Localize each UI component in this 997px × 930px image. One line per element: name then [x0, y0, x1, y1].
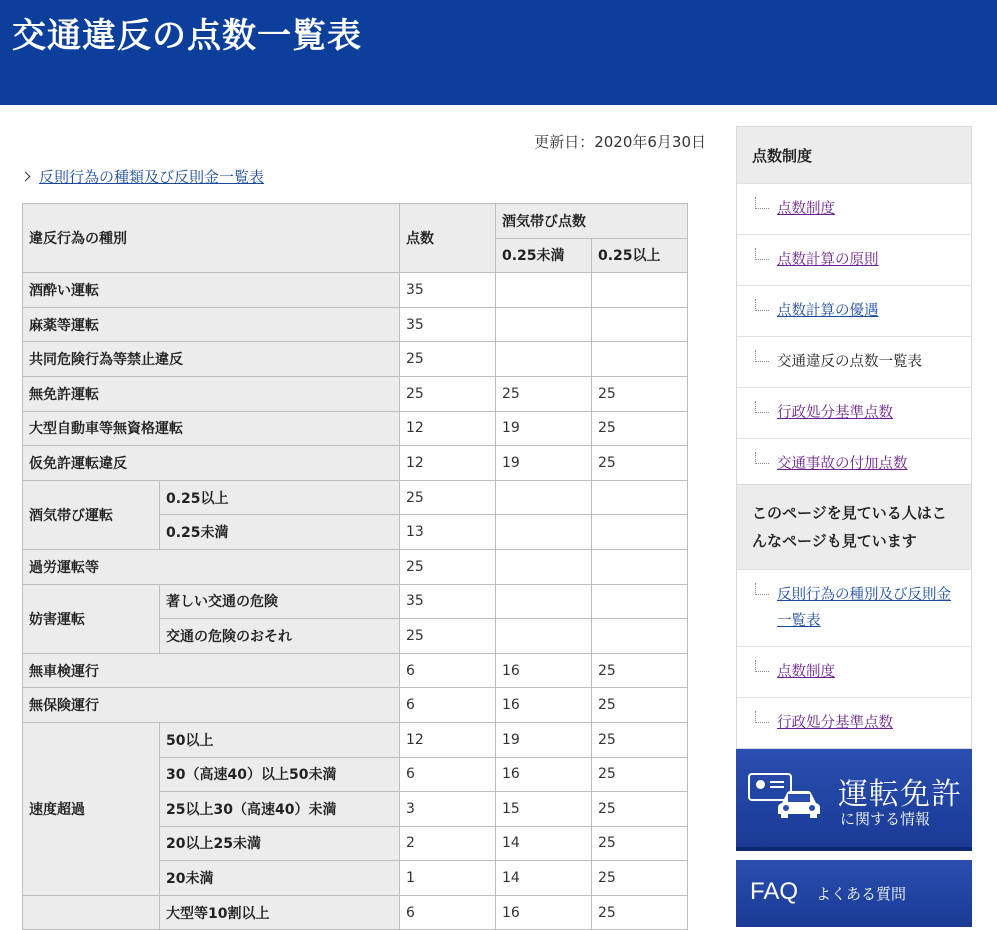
sidebar-link[interactable]: 反則行為の種別及び反則金一覧表 — [777, 587, 951, 629]
table-row — [23, 446, 688, 481]
ge-cell: 25 — [592, 722, 688, 757]
lt-cell: 16 — [496, 688, 592, 723]
updated-date: 更新日：2020年6月30日 — [534, 133, 706, 151]
sidebar-link[interactable]: 行政処分基準点数 — [777, 715, 893, 731]
lt-cell: 15 — [496, 792, 592, 827]
points-cell: 25 — [400, 619, 496, 654]
ge-cell — [592, 273, 688, 308]
row-sub-label: 20以上25未満 — [160, 826, 400, 861]
header-alcohol: 酒気帯び点数 — [496, 204, 688, 239]
points-cell: 1 — [400, 861, 496, 896]
row-label: 大型自動車等無資格運転 — [23, 411, 400, 446]
row-sub-label: 大型等10割以上 — [160, 895, 400, 930]
sidebar-link[interactable]: 点数計算の優遇 — [777, 303, 879, 319]
table-row — [23, 722, 688, 757]
sidebar-link[interactable]: 点数制度 — [777, 201, 835, 217]
ge-cell — [592, 342, 688, 377]
tree-connector-icon — [755, 350, 769, 362]
ge-cell — [592, 307, 688, 342]
ge-cell: 25 — [592, 411, 688, 446]
points-cell: 12 — [400, 411, 496, 446]
header-type: 違反行為の種別 — [23, 204, 400, 273]
row-sub-label: 0.25未満 — [160, 515, 400, 550]
sidebar-link[interactable]: 行政処分基準点数 — [777, 405, 893, 421]
ge-cell: 25 — [592, 653, 688, 688]
table-row — [23, 307, 688, 342]
tree-connector-icon — [755, 197, 769, 209]
ge-cell: 25 — [592, 446, 688, 481]
points-cell: 6 — [400, 688, 496, 723]
table-row — [23, 342, 688, 377]
lt-cell: 19 — [496, 446, 592, 481]
sidebar-item[interactable] — [737, 438, 971, 489]
row-label: 過労運転等 — [23, 549, 400, 584]
sidebar-link[interactable]: 交通事故の付加点数 — [777, 456, 908, 472]
table-row — [23, 549, 688, 584]
related-link-text[interactable]: 反則行為の種類及び反則金一覧表 — [39, 168, 265, 186]
lt-cell — [496, 342, 592, 377]
table-row — [23, 411, 688, 446]
points-cell: 13 — [400, 515, 496, 550]
ge-cell — [592, 584, 688, 619]
sidebar-related-pages — [736, 484, 972, 749]
tree-connector-icon — [755, 401, 769, 413]
row-sub-label: 50以上 — [160, 722, 400, 757]
page-header — [0, 0, 997, 105]
table-row — [23, 653, 688, 688]
points-cell: 12 — [400, 446, 496, 481]
points-cell: 6 — [400, 895, 496, 930]
sidebar-item[interactable] — [737, 387, 971, 438]
row-group-label: 妨害運転 — [23, 584, 160, 653]
header-ge: 0.25以上 — [592, 238, 688, 273]
sidebar-item[interactable] — [737, 697, 971, 748]
sidebar-heading: 点数制度 — [737, 127, 971, 183]
points-cell: 35 — [400, 307, 496, 342]
lt-cell: 16 — [496, 757, 592, 792]
lt-cell — [496, 549, 592, 584]
sidebar-link[interactable]: 点数計算の原則 — [777, 252, 879, 268]
ge-cell: 25 — [592, 792, 688, 827]
lt-cell — [496, 515, 592, 550]
lt-cell — [496, 307, 592, 342]
sidebar-item[interactable] — [737, 285, 971, 336]
table-row — [23, 376, 688, 411]
page-title: 交通違反の点数一覧表 — [12, 16, 362, 56]
row-label: 無免許運転 — [23, 376, 400, 411]
banner-license-subtitle: に関する情報 — [840, 810, 931, 828]
ge-cell — [592, 515, 688, 550]
table-row — [23, 273, 688, 308]
row-sub-label: 著しい交通の危険 — [160, 584, 400, 619]
table-row — [23, 688, 688, 723]
faq-title: FAQ — [750, 878, 799, 905]
points-cell: 6 — [400, 653, 496, 688]
ge-cell: 25 — [592, 895, 688, 930]
points-cell: 25 — [400, 376, 496, 411]
banner-license-title: 運転免許 — [838, 777, 962, 812]
table-row — [23, 584, 688, 619]
lt-cell: 25 — [496, 376, 592, 411]
points-cell: 6 — [400, 757, 496, 792]
lt-cell: 14 — [496, 861, 592, 896]
points-table — [22, 203, 688, 930]
row-label: 無車検運行 — [23, 653, 400, 688]
lt-cell: 19 — [496, 411, 592, 446]
points-cell: 25 — [400, 549, 496, 584]
tree-connector-icon — [755, 711, 769, 723]
chevron-right-icon — [21, 172, 31, 182]
row-label: 麻薬等運転 — [23, 307, 400, 342]
faq-banner[interactable] — [736, 860, 972, 927]
table-row — [23, 480, 688, 515]
tree-connector-icon — [755, 248, 769, 260]
ge-cell: 25 — [592, 376, 688, 411]
ge-cell — [592, 549, 688, 584]
row-sub-label: 交通の危険のおそれ — [160, 619, 400, 654]
row-group-label: 酒気帯び運転 — [23, 480, 160, 549]
points-cell: 3 — [400, 792, 496, 827]
row-group-label: 速度超過 — [23, 722, 160, 895]
points-cell: 12 — [400, 722, 496, 757]
faq-subtitle: よくある質問 — [816, 885, 907, 903]
ge-cell: 25 — [592, 688, 688, 723]
lt-cell — [496, 619, 592, 654]
points-cell: 35 — [400, 584, 496, 619]
header-points: 点数 — [400, 204, 496, 273]
points-cell: 35 — [400, 273, 496, 308]
lt-cell — [496, 273, 592, 308]
row-group-label — [23, 895, 160, 930]
header-lt: 0.25未満 — [496, 238, 592, 273]
table-row — [23, 895, 688, 930]
lt-cell: 16 — [496, 653, 592, 688]
lt-cell: 14 — [496, 826, 592, 861]
row-sub-label: 25以上30（高速40）未満 — [160, 792, 400, 827]
car-icon — [776, 789, 822, 819]
row-label: 酒酔い運転 — [23, 273, 400, 308]
row-sub-label: 20未満 — [160, 861, 400, 896]
sidebar-link[interactable]: 点数制度 — [777, 664, 835, 680]
points-cell: 25 — [400, 480, 496, 515]
tree-connector-icon — [755, 299, 769, 311]
sidebar-item-current — [737, 336, 971, 387]
tree-connector-icon — [755, 583, 769, 595]
drivers-license-banner[interactable] — [736, 749, 972, 851]
row-sub-label: 0.25以上 — [160, 480, 400, 515]
lt-cell — [496, 480, 592, 515]
sidebar-item[interactable] — [737, 183, 971, 234]
row-label: 無保険運行 — [23, 688, 400, 723]
sidebar-current-label: 交通違反の点数一覧表 — [777, 354, 922, 370]
ge-cell: 25 — [592, 861, 688, 896]
row-label: 共同危険行為等禁止違反 — [23, 342, 400, 377]
ge-cell: 25 — [592, 826, 688, 861]
sidebar-item[interactable] — [737, 234, 971, 285]
lt-cell: 19 — [496, 722, 592, 757]
table-header-row — [23, 204, 688, 239]
ge-cell — [592, 619, 688, 654]
row-sub-label: 30（高速40）以上50未満 — [160, 757, 400, 792]
ge-cell — [592, 480, 688, 515]
tree-connector-icon — [755, 452, 769, 464]
sidebar-heading: このページを見ている人はこんなページも見ています — [737, 485, 971, 569]
sidebar-points-system — [736, 126, 972, 490]
points-cell: 2 — [400, 826, 496, 861]
lt-cell — [496, 584, 592, 619]
points-cell: 25 — [400, 342, 496, 377]
related-link[interactable] — [22, 166, 264, 187]
sidebar-item[interactable] — [737, 646, 971, 697]
tree-connector-icon — [755, 660, 769, 672]
ge-cell: 25 — [592, 757, 688, 792]
sidebar-item[interactable] — [737, 569, 971, 646]
lt-cell: 16 — [496, 895, 592, 930]
row-label: 仮免許運転違反 — [23, 446, 400, 481]
